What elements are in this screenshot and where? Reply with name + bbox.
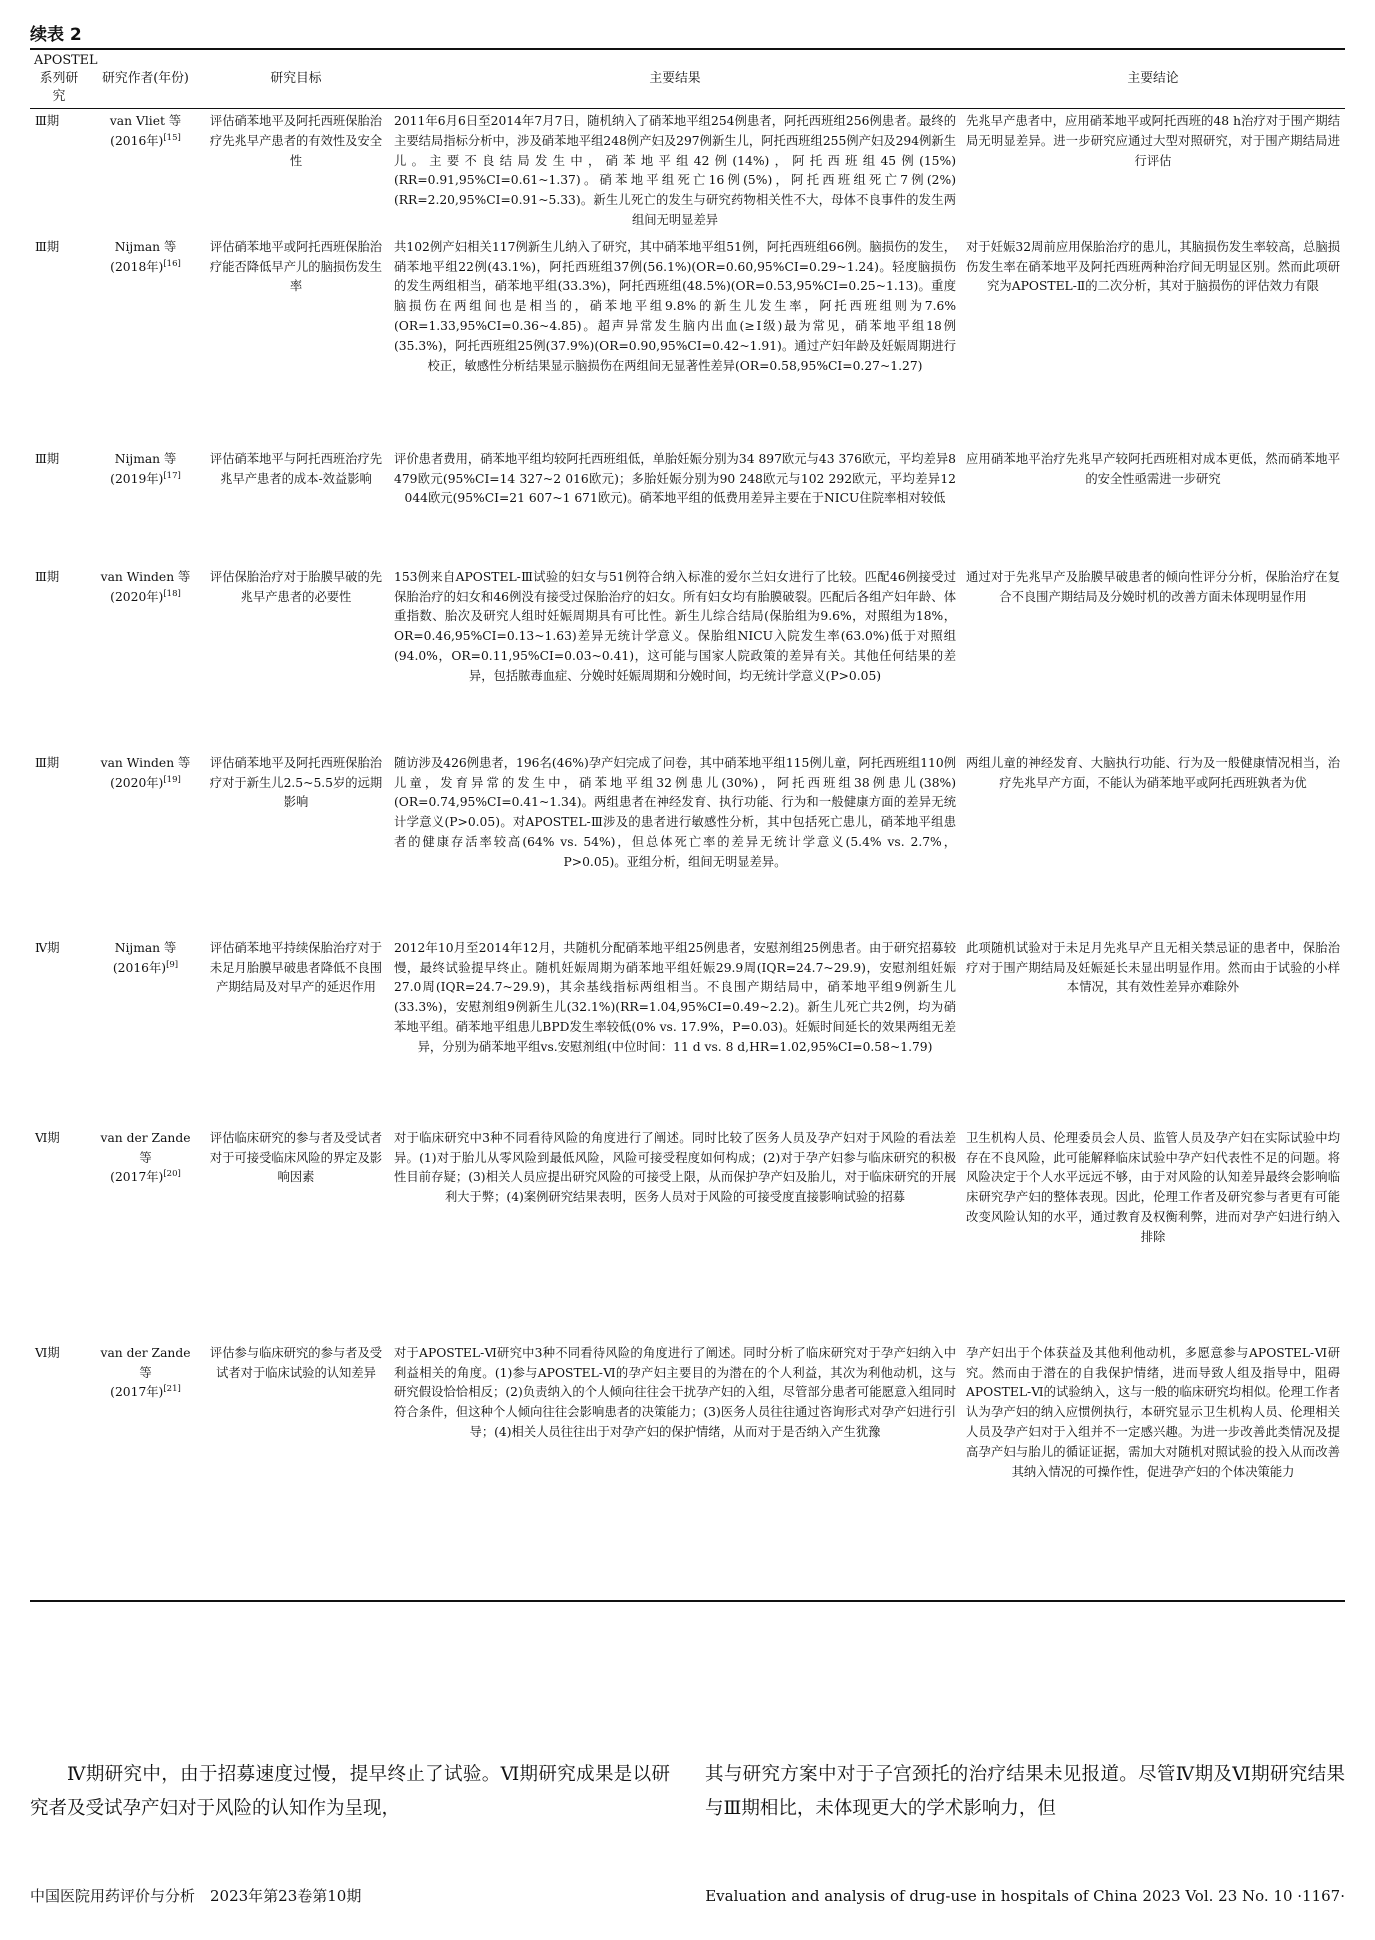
cell-author [88,235,203,447]
table-row [30,447,1345,565]
cell-objective: 评估硝苯地平持续保胎治疗对于未足月胎膜早破患者降低不良围产期结局及对早产的延迟作用 [209,940,383,995]
header-objective: 研究目标 [270,71,322,86]
cell-results: 共102例产妇相关117例新生儿纳入了研究，其中硝苯地平组51例，阿托西班组66例。脑损伤的发生，硝苯地平组22例(43.1%)，阿托西班组37例(56.1%)(OR=0.60,95%CI=0.29~1.24)。轻度脑损伤的发生两组相当，硝苯地平组(33.3%)，阿托西班组(48.5%)(OR=0.53,95%CI=0.25~1.13)。重度脑损伤在两组间也是相当的，硝苯地平组9.8%的新生儿发生率，阿托西班组则为7.6%(OR=1.33,95%CI=0.36~4.85)。超声异常发生脑内出血(≥Ⅰ级)最为常见，硝苯地平组18例(35.3%)，阿托西班组25例(37.9%)(OR=0.90,95%CI=0.42~1.91)。通过产妇年龄及妊娠周期进行校正，敏感性分析结果显示脑损伤在两组间无显著性差异(OR=0.58,95%CI=0.27~1.27) [394,239,956,373]
table-header-row [30,49,1345,109]
cell-objective: 评估硝苯地平或阿托西班保胎治疗能否降低早产儿的脑损伤发生率 [209,239,383,294]
table-caption: 续表 2 [30,25,82,45]
cell-author [88,1126,203,1341]
cell-author [88,565,203,751]
table-row [30,936,1345,1126]
header-series: APOSTEL 系列研究 [34,53,98,104]
cell-conclusion: 先兆早产患者中，应用硝苯地平或阿托西班的48 h治疗对于围产期结局无明显差异。进一步研究应通过大型对照研究，对于围产期结局进行评估 [966,114,1340,168]
cell-phase: Ⅲ期 [35,755,60,770]
body-text [30,1758,1345,1854]
studies-table [30,48,1345,1602]
cell-phase: Ⅲ期 [35,569,60,584]
body-text-right: 其与研究方案中对于子宫颈托的治疗结果未见报道。尽管Ⅳ期及Ⅵ期研究结果与Ⅲ期相比，未体现更大的学术影响力，但 [705,1764,1345,1819]
cell-phase: Ⅲ期 [35,239,60,254]
table-row [30,1341,1345,1601]
cell-results: 153例来自APOSTEL-Ⅲ试验的妇女与51例符合纳入标准的爱尔兰妇女进行了比较。匹配46例接受过保胎治疗的妇女和46例没有接受过保胎治疗的妇女。所有妇女均有胎膜破裂。匹配后各组产妇年龄、体重指数、胎次及研究人组时妊娠周期具有可比性。新生儿综合结局(保胎组为9.6%，对照组为18%，OR=0.46,95%CI=0.13~1.63)差异无统计学意义。保胎组NICU入院发生率(63.0%)低于对照组(94.0%，OR=0.11,95%CI=0.03~0.41)，这可能与国家人院政策的差异有关。其他任何结果的差异，包括脓毒血症、分娩时妊娠周期和分娩时间，均无统计学意义(P>0.05) [394,569,956,683]
author-text: van Winden 等 (2020年) [100,755,191,790]
cell-conclusion: 卫生机构人员、伦理委员会人员、监管人员及孕产妇在实际试验中均存在不良风险，此可能解释临床试验中孕产妇代表性不足的问题。将风险决定于个人水平远远不够，由于对风险的认知差异最终会影响临床研究孕产妇的整体表现。因此，伦理工作者及研究参与者更有可能改变风险认知的水平，通过教育及权衡利弊，进而对孕产妇进行纳入排除 [966,1130,1340,1244]
cell-objective: 评估硝苯地平及阿托西班保胎治疗对于新生儿2.5~5.5岁的远期影响 [209,755,383,810]
cell-results: 2012年10月至2014年12月，共随机分配硝苯地平组25例患者，安慰剂组25例患者。由于研究招募较慢，最终试验提早终止。随机妊娠周期为硝苯地平组妊娠29.9周(IQR=24.7~29.9)，安慰剂组妊娠27.0周(IQR=24.7~29.9)，其余基线指标两组相当。不良围产期结局中，硝苯地平组9例新生儿(33.3%)，安慰剂组9例新生儿(32.1%)(RR=1.04,95%CI=0.49~2.2)。新生儿死亡共2例，均为硝苯地平组。硝苯地平组患儿BPD发生率较低(0% vs. 17.9%，P=0.03)。妊娠时间延长的效果两组无差异，分别为硝苯地平组vs.安慰剂组(中位时间：11 d vs. 8 d,HR=1.02,95%CI=0.58~1.79) [394,940,956,1054]
cell-conclusion: 通过对于先兆早产及胎膜早破患者的倾向性评分分析，保胎治疗在复合不良围产期结局及分娩时机的改善方面未体现明显作用 [966,569,1340,604]
author-text: van der Zande 等 (2017年) [100,1345,191,1400]
footer-journal-cn: 中国医院用药评价与分析 2023年第23卷第10期 [30,1887,362,1905]
body-text-left: Ⅳ期研究中，由于招募速度过慢，提早终止了试验。Ⅵ期研究成果是以研究者及受试孕产妇对于风险的认知作为呈现， [30,1764,670,1819]
table-row [30,235,1345,447]
cell-author [88,447,203,565]
cell-phase: Ⅵ期 [35,1345,60,1360]
table-row [30,751,1345,936]
cell-results: 2011年6月6日至2014年7月7日，随机纳入了硝苯地平组254例患者，阿托西班组256例患者。最终的主要结局指标分析中，涉及硝苯地平组248例产妇及297例新生儿，阿托西班组255例产妇及294例新生儿。主要不良结局发生中，硝苯地平组42例(14%)，阿托西班组45例(15%)(RR=0.91,95%CI=0.61~1.37)。硝苯地平组死亡16例(5%)，阿托西班组死亡7例(2%)(RR=2.20,95%CI=0.91~5.33)。新生儿死亡的发生与研究药物相关性不大，母体不良事件的发生两组间无明显差异 [394,114,956,227]
cell-objective: 评估硝苯地平及阿托西班保胎治疗先兆早产患者的有效性及安全性 [209,114,383,168]
header-conclusion: 主要结论 [1127,71,1179,86]
author-text: van Vliet 等 (2016年) [109,114,182,148]
cell-author [88,1341,203,1601]
cell-author [88,936,203,1126]
page [30,22,1345,1602]
author-text: Nijman 等 (2018年) [110,239,177,274]
reference-mark: [9] [166,959,179,970]
cell-results: 对于临床研究中3种不同看待风险的角度进行了阐述。同时比较了医务人员及孕产妇对于风险的看法差异。(1)对于胎儿从零风险到最低风险，风险可接受程度如何构成；(2)对于孕产妇参与临床研究的积极性目前存疑；(3)相关人员应提出研究风险的可接受上限，从而保护孕产妇及胎儿，对于临床研究的开展利大于弊；(4)案例研究结果表明，医务人员对于风险的可接受度直接影响试验的招募 [394,1130,956,1205]
cell-phase: Ⅵ期 [35,1130,60,1145]
cell-objective: 评估参与临床研究的参与者及受试者对于临床试验的认知差异 [209,1345,383,1380]
table-row [30,109,1345,235]
table-row [30,565,1345,751]
cell-conclusion: 对于妊娠32周前应用保胎治疗的患儿，其脑损伤发生率较高，总脑损伤发生率在硝苯地平及阿托西班两种治疗间无明显区别。然而此项研究为APOSTEL-Ⅱ的二次分析，其对于脑损伤的评估效力有限 [966,239,1340,294]
reference-mark: [18] [163,588,181,599]
cell-conclusion: 此项随机试验对于未足月先兆早产且无相关禁忌证的患者中，保胎治疗对于围产期结局及妊娠延长未显出明显作用。然而由于试验的小样本情况，其有效性差异亦难除外 [966,940,1340,995]
cell-author [88,109,203,235]
reference-mark: [15] [163,132,181,143]
cell-results: 评价患者费用，硝苯地平组均较阿托西班组低，单胎妊娠分别为34 897欧元与43 376欧元，平均差异8 479欧元(95%CI=14 327~2 016欧元)；多胎妊娠分别为90 248欧元与102 292欧元，平均差异12 044欧元(95%CI=21 607~1 671欧元)。硝苯地平组的低费用差异主要在于NICU住院率相对较低 [394,451,956,506]
table-row [30,1126,1345,1341]
cell-phase: Ⅳ期 [35,940,60,955]
author-text: van Winden 等 (2020年) [100,569,191,604]
cell-author [88,751,203,936]
reference-mark: [20] [163,1169,181,1180]
cell-objective: 评估硝苯地平与阿托西班治疗先兆早产患者的成本-效益影响 [209,451,383,486]
reference-mark: [17] [163,470,181,481]
reference-mark: [19] [163,774,181,785]
cell-conclusion: 两组儿童的神经发育、大脑执行功能、行为及一般健康情况相当，治疗先兆早产方面，不能认为硝苯地平或阿托西班孰者为优 [966,755,1340,790]
cell-conclusion: 孕产妇出于个体获益及其他利他动机，多愿意参与APOSTEL-Ⅵ研究。然而由于潜在的自我保护情绪，进而导致人组及指导中，阻碍APOSTEL-Ⅵ的试验纳入，这与一般的临床研究均相似。伦理工作者认为孕产妇的纳入应惯例执行，本研究显示卫生机构人员、伦理相关人员及孕产妇对于入组并不一定感兴趣。为进一步改善此类情况及提高孕产妇与胎儿的循证证据，需加大对随机对照试验的投入从而改善其纳入情况的可操作性，促进孕产妇的个体决策能力 [966,1345,1340,1479]
cell-objective: 评估临床研究的参与者及受试者对于可接受临床风险的界定及影响因素 [209,1130,383,1185]
footer-journal-en: Evaluation and analysis of drug-use in hospitals of China 2023 Vol. 23 No. 10 ·1167· [705,1887,1345,1905]
cell-phase: Ⅲ期 [35,451,60,466]
author-text: van der Zande 等 (2017年) [100,1130,191,1185]
cell-objective: 评估保胎治疗对于胎膜早破的先兆早产患者的必要性 [209,569,383,604]
author-text: Nijman 等 (2019年) [110,451,177,486]
cell-results: 随访涉及426例患者，196名(46%)孕产妇完成了问卷，其中硝苯地平组115例儿童，阿托西班组110例儿童，发育异常的发生中，硝苯地平组32例患儿(30%)，阿托西班组38例患儿(38%)(OR=0.74,95%CI=0.41~1.34)。两组患者在神经发育、执行功能、行为和一般健康方面的差异无统计学意义(P>0.05)。对APOSTEL-Ⅲ涉及的患者进行敏感性分析，其中包括死亡患儿，硝苯地平组患者的健康存活率较高(64% vs. 54%)，但总体死亡率的差异无统计学意义(5.4% vs. 2.7%，P>0.05)。亚组分析，组间无明显差异。 [394,755,956,869]
page-footer [30,1884,1345,1908]
header-author: 研究作者(年份) [102,71,189,86]
reference-mark: [16] [163,258,181,269]
cell-conclusion: 应用硝苯地平治疗先兆早产较阿托西班相对成本更低，然而硝苯地平的安全性亟需进一步研究 [966,451,1340,486]
author-text: Nijman 等 (2016年) [112,940,177,975]
reference-mark: [21] [163,1384,181,1395]
cell-phase: Ⅲ期 [35,114,60,128]
cell-results: 对于APOSTEL-Ⅵ研究中3种不同看待风险的角度进行了阐述。同时分析了临床研究对于孕产妇纳入中利益相关的角度。(1)参与APOSTEL-Ⅵ的孕产妇主要目的为潜在的个人利益，其次为利他动机，这与研究假设恰恰相反；(2)负责纳入的个人倾向往往会干扰孕产妇的入组，尽管部分患者可能愿意入组同时符合条件，但这种个人倾向往往会影响患者的决策能力；(3)医务人员往往通过咨询形式对孕产妇进行引导；(4)相关人员往往出于对孕产妇的保护情绪，从而对于是否纳入产生犹豫 [394,1345,956,1439]
header-results: 主要结果 [649,71,701,86]
